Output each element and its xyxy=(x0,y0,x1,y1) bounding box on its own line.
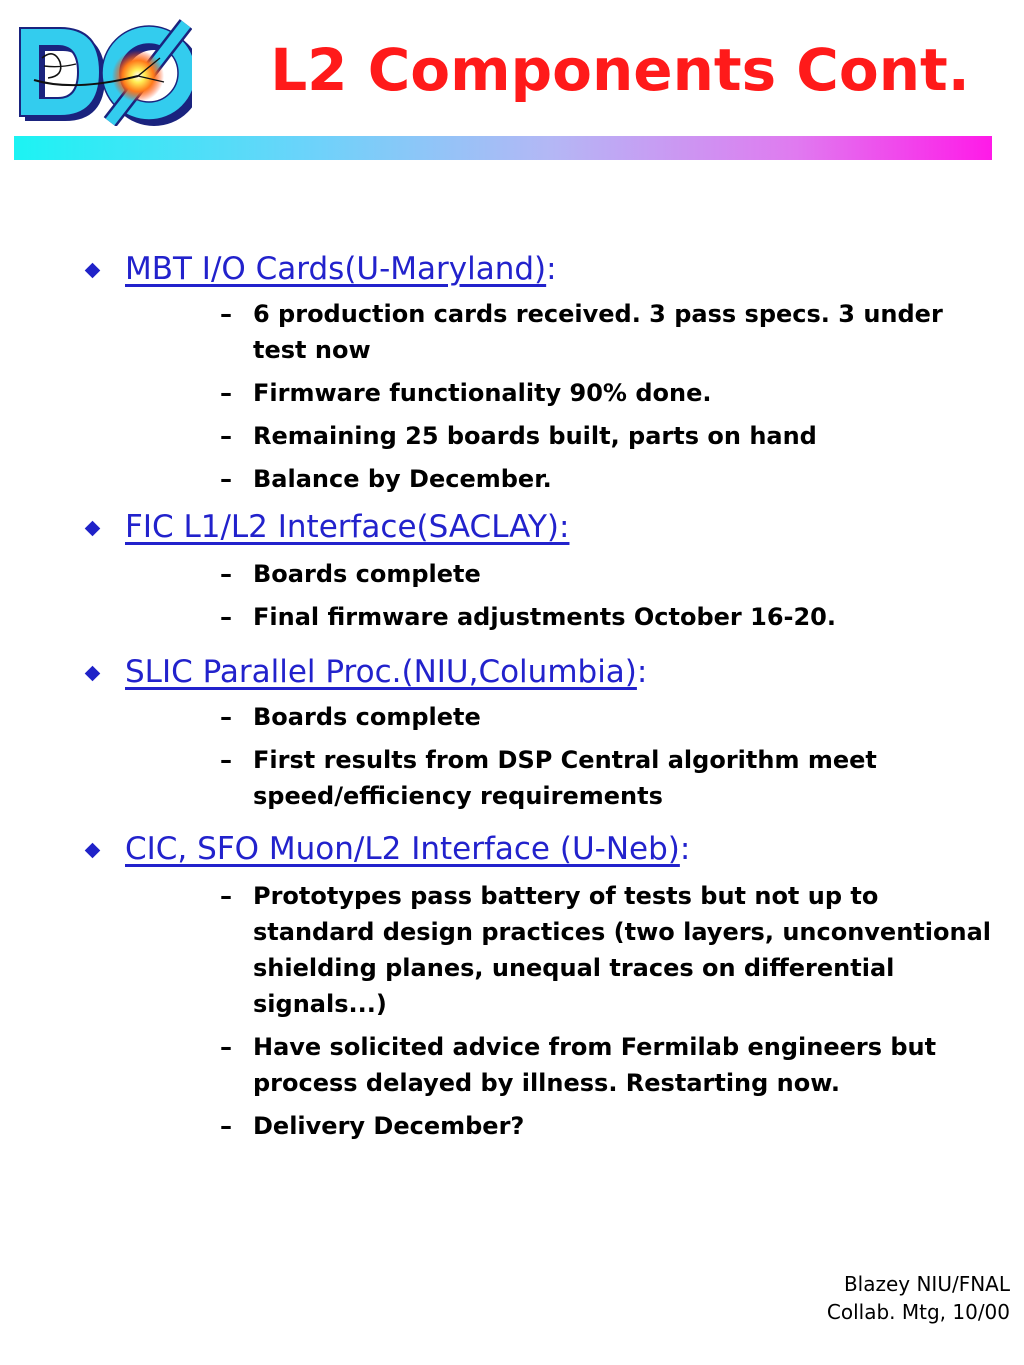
section-cic xyxy=(84,826,1004,1144)
section-heading xyxy=(125,504,569,550)
list-item: – First results from DSP Central algorithm meet speed/efficiency requirements xyxy=(84,742,995,814)
slide-title: L2 Components Cont. xyxy=(270,36,970,104)
dash-bullet: – xyxy=(220,300,232,328)
heading-suffix: : xyxy=(636,654,648,690)
heading-link[interactable]: SLIC Parallel Proc.(NIU,Columbia) xyxy=(125,654,637,690)
dash-bullet: – xyxy=(220,560,232,588)
footer-meeting: Collab. Mtg, 10/00 xyxy=(826,1300,1010,1324)
list-item: – Remaining 25 boards built, parts on hand xyxy=(84,418,995,454)
list-item: – Firmware functionality 90% done. xyxy=(84,375,995,411)
dash-bullet: – xyxy=(220,422,232,450)
section-heading xyxy=(125,246,557,292)
dash-bullet: – xyxy=(220,1033,232,1061)
section-slic xyxy=(84,649,1004,814)
slide-content xyxy=(84,246,1004,1151)
section-heading xyxy=(125,649,647,695)
list-item: – Have solicited advice from Fermilab engineers but process delayed by illness. Restarting now. xyxy=(84,1029,995,1101)
sub-items xyxy=(84,878,1004,1144)
dash-bullet: – xyxy=(220,1112,232,1140)
list-item: – 6 production cards received. 3 pass specs. 3 under test now xyxy=(84,296,995,368)
dash-bullet: – xyxy=(220,703,232,731)
list-item: – Prototypes pass battery of tests but not up to standard design practices (two layers, unconventional shielding planes, unequal traces on differential signals...) xyxy=(84,878,995,1022)
list-item: – Delivery December? xyxy=(84,1108,995,1144)
sub-items xyxy=(84,296,1004,497)
list-item: – Boards complete xyxy=(84,556,995,592)
dash-bullet: – xyxy=(220,465,232,493)
heading-link[interactable]: MBT I/O Cards(U-Maryland) xyxy=(125,251,547,287)
dash-bullet: – xyxy=(220,746,232,774)
heading-suffix: : xyxy=(679,831,691,867)
slide-footer xyxy=(827,1270,1010,1326)
footer-author: Blazey NIU/FNAL xyxy=(843,1272,1010,1296)
list-item: – Boards complete xyxy=(84,699,995,735)
title-gradient-bar xyxy=(14,136,992,160)
section-heading xyxy=(125,826,690,872)
dash-bullet: – xyxy=(220,603,232,631)
dash-bullet: – xyxy=(220,379,232,407)
diamond-bullet-icon xyxy=(85,263,101,279)
experiment-logo xyxy=(14,18,192,126)
sub-items xyxy=(84,556,1004,635)
diamond-bullet-icon xyxy=(85,521,101,537)
heading-suffix: : xyxy=(546,251,557,287)
heading-link[interactable]: FIC L1/L2 Interface(SACLAY): xyxy=(125,509,570,545)
list-item: – Balance by December. xyxy=(84,461,995,497)
list-item: – Final firmware adjustments October 16-20. xyxy=(84,599,995,635)
sub-items xyxy=(84,699,1004,814)
diamond-bullet-icon xyxy=(85,666,101,682)
dash-bullet: – xyxy=(220,882,232,910)
section-mbt xyxy=(84,246,1004,497)
section-fic xyxy=(84,504,1004,635)
diamond-bullet-icon xyxy=(85,843,101,859)
heading-link[interactable]: CIC, SFO Muon/L2 Interface (U-Neb) xyxy=(125,831,680,867)
